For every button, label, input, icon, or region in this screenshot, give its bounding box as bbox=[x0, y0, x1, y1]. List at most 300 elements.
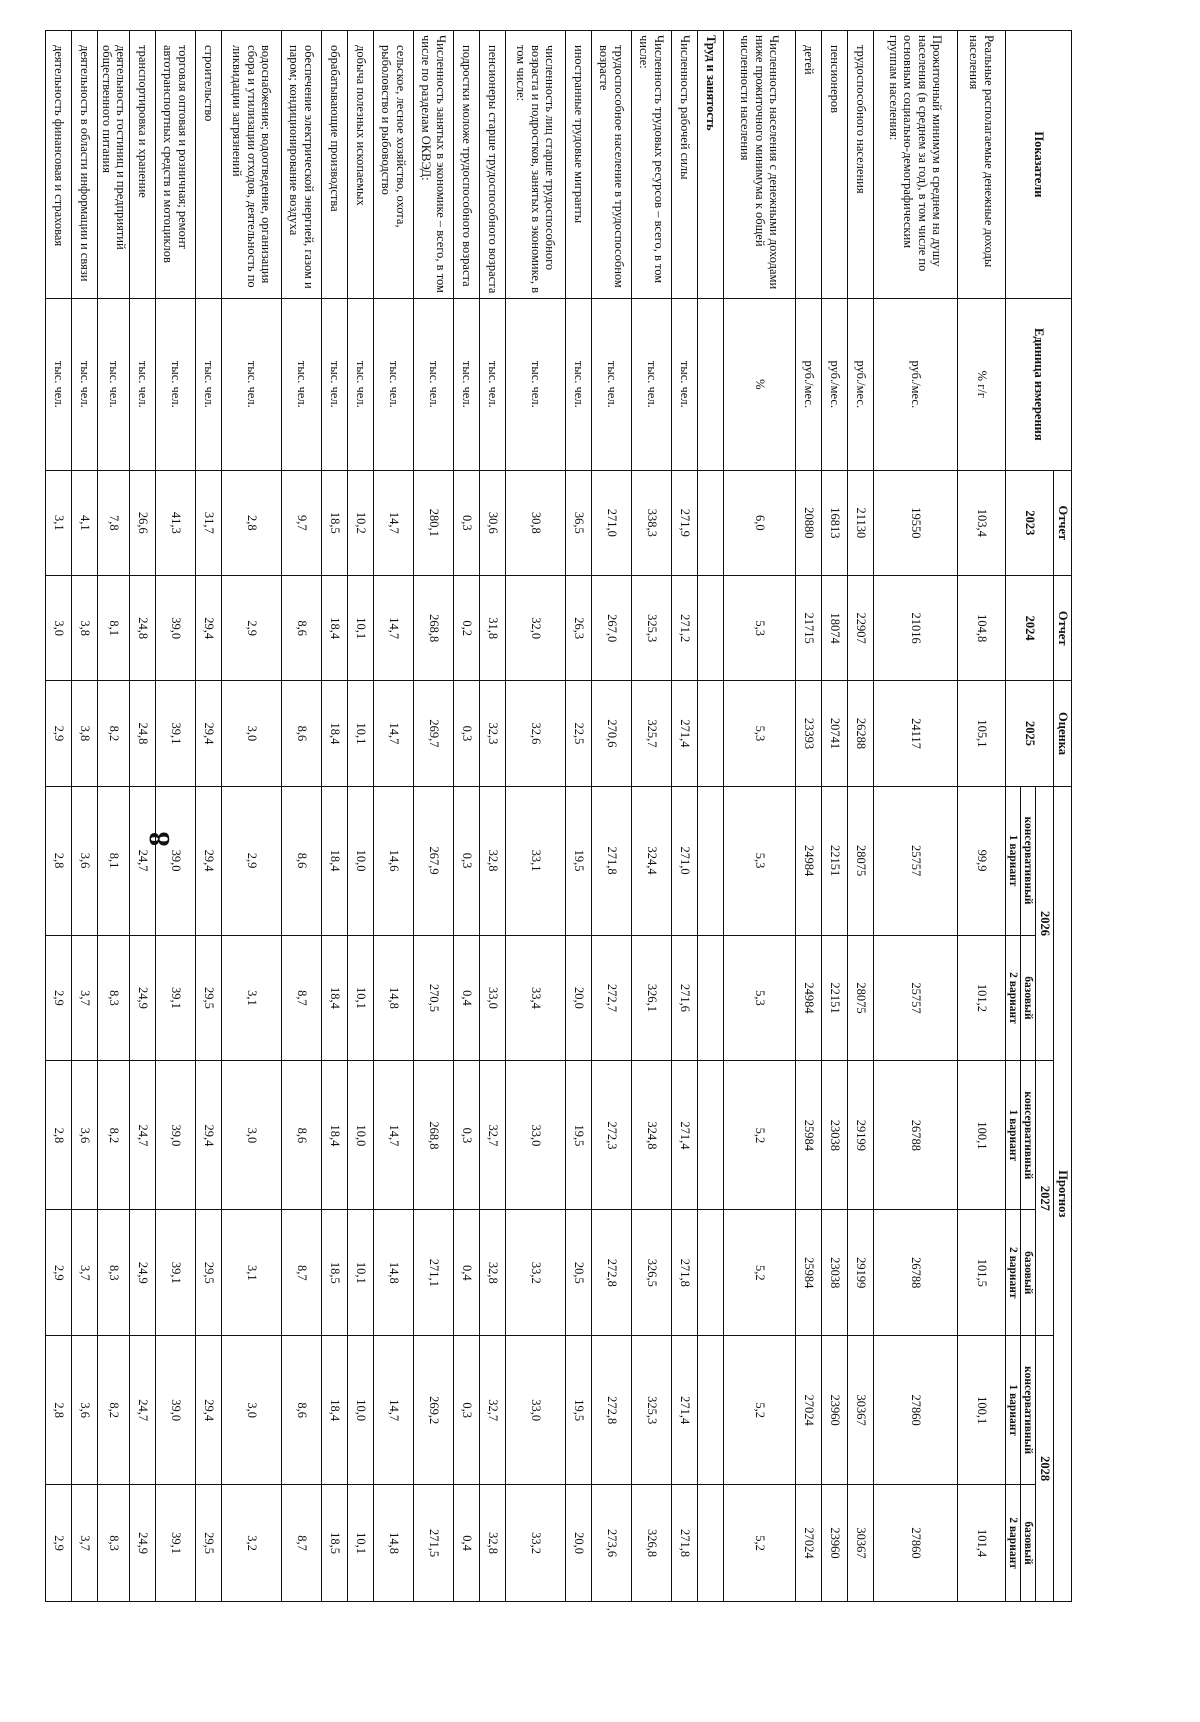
row-value: 5,2 bbox=[724, 1210, 796, 1336]
row-value: 23960 bbox=[822, 1336, 848, 1485]
table-row bbox=[506, 31, 566, 1602]
row-value: 10,1 bbox=[348, 1485, 374, 1602]
row-value: 22151 bbox=[822, 935, 848, 1061]
row-value: 8,2 bbox=[98, 1061, 130, 1210]
row-value: 3,1 bbox=[222, 935, 282, 1061]
row-unit bbox=[698, 298, 724, 470]
row-unit: % bbox=[724, 298, 796, 470]
row-value: 3,1 bbox=[222, 1210, 282, 1336]
row-unit: тыс. чел. bbox=[672, 298, 698, 470]
row-unit: тыс. чел. bbox=[156, 298, 196, 470]
row-value: 20880 bbox=[796, 470, 822, 575]
row-indicator: трудоспособного населения bbox=[848, 31, 874, 299]
row-value: 8,1 bbox=[98, 786, 130, 935]
row-unit: руб./мес. bbox=[796, 298, 822, 470]
row-value: 326,8 bbox=[632, 1485, 672, 1602]
row-value: 33,4 bbox=[506, 935, 566, 1061]
row-value: 3,0 bbox=[46, 576, 72, 681]
row-value: 16813 bbox=[822, 470, 848, 575]
row-value: 10,0 bbox=[348, 1061, 374, 1210]
row-value: 0,3 bbox=[454, 681, 480, 786]
row-value: 18,4 bbox=[322, 1061, 348, 1210]
row-value: 8,2 bbox=[98, 681, 130, 786]
row-value: 24117 bbox=[874, 681, 958, 786]
row-value: 3,6 bbox=[72, 1336, 98, 1485]
row-value: 20,0 bbox=[566, 1485, 592, 1602]
row-value: 22151 bbox=[822, 786, 848, 935]
row-value: 5,3 bbox=[724, 576, 796, 681]
table-body bbox=[46, 31, 1006, 1602]
row-unit: тыс. чел. bbox=[98, 298, 130, 470]
row-unit: тыс. чел. bbox=[592, 298, 632, 470]
row-unit: тыс. чел. bbox=[130, 298, 156, 470]
row-unit: тыс. чел. bbox=[632, 298, 672, 470]
row-value: 9,7 bbox=[282, 470, 322, 575]
row-value: 30,8 bbox=[506, 470, 566, 575]
row-value: 30367 bbox=[848, 1485, 874, 1602]
row-value: 8,3 bbox=[98, 935, 130, 1061]
row-unit: тыс. чел. bbox=[322, 298, 348, 470]
row-value: 14,8 bbox=[374, 935, 414, 1061]
row-value: 24,7 bbox=[130, 786, 156, 935]
row-value: 0,4 bbox=[454, 1210, 480, 1336]
table-row bbox=[196, 31, 222, 1602]
row-value: 30367 bbox=[848, 1336, 874, 1485]
header-conservative-2028: консервативный bbox=[1021, 1336, 1036, 1485]
row-value: 39,0 bbox=[156, 786, 196, 935]
row-value: 24984 bbox=[796, 786, 822, 935]
header-report-2023: Отчет bbox=[1054, 470, 1072, 575]
row-value: 21715 bbox=[796, 576, 822, 681]
page-number: 8 bbox=[143, 831, 176, 847]
row-value: 29,4 bbox=[196, 681, 222, 786]
row-value: 2,8 bbox=[46, 1061, 72, 1210]
row-value: 22907 bbox=[848, 576, 874, 681]
row-value: 3,6 bbox=[72, 786, 98, 935]
row-indicator: сельское, лесное хозяйство, охота, рыболовство и рыбоводство bbox=[374, 31, 414, 299]
row-value: 100,1 bbox=[958, 1336, 1006, 1485]
row-value: 3,8 bbox=[72, 576, 98, 681]
row-value: 2,9 bbox=[46, 681, 72, 786]
table-row bbox=[72, 31, 98, 1602]
row-indicator: деятельность в области информации и связи bbox=[72, 31, 98, 299]
row-value bbox=[698, 1210, 724, 1336]
table-row bbox=[698, 31, 724, 1602]
header-base-2027: базовый bbox=[1021, 1210, 1036, 1336]
table-row bbox=[566, 31, 592, 1602]
row-value: 270,5 bbox=[414, 935, 454, 1061]
row-value: 29199 bbox=[848, 1061, 874, 1210]
row-value: 2,8 bbox=[222, 470, 282, 575]
row-unit: тыс. чел. bbox=[414, 298, 454, 470]
row-value: 2,9 bbox=[222, 786, 282, 935]
row-value: 14,7 bbox=[374, 1336, 414, 1485]
header-conservative-2027: консервативный bbox=[1021, 1061, 1036, 1210]
row-value: 280,1 bbox=[414, 470, 454, 575]
row-value: 18074 bbox=[822, 576, 848, 681]
row-value: 8,3 bbox=[98, 1485, 130, 1602]
row-value: 0,2 bbox=[454, 576, 480, 681]
header-year-2024: 2024 bbox=[1006, 576, 1054, 681]
row-indicator: подростки моложе трудоспособного возраста bbox=[454, 31, 480, 299]
header-year-2027: 2027 bbox=[1036, 1061, 1054, 1336]
row-value: 99,9 bbox=[958, 786, 1006, 935]
row-indicator: пенсионеры старше трудоспособного возраста bbox=[480, 31, 506, 299]
row-value: 14,8 bbox=[374, 1485, 414, 1602]
row-value: 8,6 bbox=[282, 786, 322, 935]
row-value: 100,1 bbox=[958, 1061, 1006, 1210]
row-value: 270,6 bbox=[592, 681, 632, 786]
row-value: 271,8 bbox=[672, 1485, 698, 1602]
row-value: 2,9 bbox=[46, 1210, 72, 1336]
row-indicator: деятельность финансовая и страховая bbox=[46, 31, 72, 299]
row-value: 27024 bbox=[796, 1485, 822, 1602]
row-value: 8,6 bbox=[282, 1336, 322, 1485]
row-unit: тыс. чел. bbox=[282, 298, 322, 470]
row-value bbox=[698, 470, 724, 575]
row-value: 14,7 bbox=[374, 576, 414, 681]
row-unit: тыс. чел. bbox=[222, 298, 282, 470]
row-value bbox=[698, 1485, 724, 1602]
header-year-2023: 2023 bbox=[1006, 470, 1054, 575]
row-value: 32,6 bbox=[506, 681, 566, 786]
header-forecast: Прогноз bbox=[1054, 786, 1072, 1601]
row-value: 271,1 bbox=[414, 1210, 454, 1336]
row-value: 18,4 bbox=[322, 576, 348, 681]
row-value: 272,8 bbox=[592, 1336, 632, 1485]
row-value: 33,2 bbox=[506, 1485, 566, 1602]
row-value: 271,9 bbox=[672, 470, 698, 575]
row-value bbox=[698, 1336, 724, 1485]
row-value: 24,8 bbox=[130, 576, 156, 681]
row-value: 268,8 bbox=[414, 576, 454, 681]
header-variant2-2026: 2 вариант bbox=[1006, 935, 1021, 1061]
row-value: 3,0 bbox=[222, 681, 282, 786]
row-value: 272,3 bbox=[592, 1061, 632, 1210]
row-value: 5,2 bbox=[724, 1485, 796, 1602]
row-indicator: добыча полезных ископаемых bbox=[348, 31, 374, 299]
row-value: 325,3 bbox=[632, 576, 672, 681]
row-value: 8,7 bbox=[282, 1485, 322, 1602]
row-indicator: обрабатывающие производства bbox=[322, 31, 348, 299]
row-value: 8,6 bbox=[282, 576, 322, 681]
row-value: 2,8 bbox=[46, 1336, 72, 1485]
row-value: 271,4 bbox=[672, 681, 698, 786]
row-value: 8,6 bbox=[282, 1061, 322, 1210]
row-unit: тыс. чел. bbox=[480, 298, 506, 470]
row-value: 29,5 bbox=[196, 1210, 222, 1336]
header-estimate: Оценка bbox=[1054, 681, 1072, 786]
row-value: 33,0 bbox=[480, 935, 506, 1061]
header-report-2024: Отчет bbox=[1054, 576, 1072, 681]
row-indicator: обеспечение электрической энергией, газом и паром; кондиционирование воздуха bbox=[282, 31, 322, 299]
row-value: 14,7 bbox=[374, 681, 414, 786]
row-value: 26788 bbox=[874, 1061, 958, 1210]
row-value: 0,3 bbox=[454, 470, 480, 575]
row-indicator: деятельность гостиниц и предприятий общественного питания bbox=[98, 31, 130, 299]
table-row bbox=[480, 31, 506, 1602]
row-value: 21130 bbox=[848, 470, 874, 575]
row-value: 23960 bbox=[822, 1485, 848, 1602]
table-row bbox=[454, 31, 480, 1602]
row-value: 5,3 bbox=[724, 935, 796, 1061]
row-value: 101,2 bbox=[958, 935, 1006, 1061]
row-value: 23038 bbox=[822, 1061, 848, 1210]
row-value: 28075 bbox=[848, 935, 874, 1061]
header-year-2026: 2026 bbox=[1036, 786, 1054, 1061]
row-value: 32,8 bbox=[480, 1485, 506, 1602]
row-indicator: Численность занятых в экономике – всего, в том числе по разделам ОКВЭД: bbox=[414, 31, 454, 299]
row-value bbox=[698, 1061, 724, 1210]
row-value: 29,4 bbox=[196, 1061, 222, 1210]
row-value: 14,8 bbox=[374, 1210, 414, 1336]
row-value: 29,4 bbox=[196, 1336, 222, 1485]
table-row bbox=[724, 31, 796, 1602]
row-value: 104,8 bbox=[958, 576, 1006, 681]
row-value: 14,7 bbox=[374, 470, 414, 575]
row-value: 31,8 bbox=[480, 576, 506, 681]
row-value: 26288 bbox=[848, 681, 874, 786]
row-value bbox=[698, 786, 724, 935]
row-indicator: численность лиц старше трудоспособного возраста и подростков, занятых в экономике, в том числе: bbox=[506, 31, 566, 299]
row-value: 2,9 bbox=[46, 935, 72, 1061]
row-value: 0,3 bbox=[454, 1061, 480, 1210]
row-value: 33,0 bbox=[506, 1336, 566, 1485]
row-value: 20,5 bbox=[566, 1210, 592, 1336]
row-indicator: Прожиточный минимум в среднем на душу населения (в среднем за год), в том числе по основным социально-демографическим группам населения: bbox=[874, 31, 958, 299]
table-row bbox=[414, 31, 454, 1602]
row-value: 10,1 bbox=[348, 576, 374, 681]
row-value: 29,4 bbox=[196, 576, 222, 681]
row-value: 19,5 bbox=[566, 786, 592, 935]
row-unit: тыс. чел. bbox=[506, 298, 566, 470]
row-value: 32,8 bbox=[480, 1210, 506, 1336]
row-indicator: детей bbox=[796, 31, 822, 299]
table-row bbox=[374, 31, 414, 1602]
row-indicator: водоснабжение; водоотведение, организация сбора и утилизации отходов, деятельность по ликвидации загрязнений bbox=[222, 31, 282, 299]
row-value: 5,2 bbox=[724, 1061, 796, 1210]
row-indicator: Численность трудовых ресурсов – всего, в том числе: bbox=[632, 31, 672, 299]
row-value: 3,7 bbox=[72, 1485, 98, 1602]
row-value: 19,5 bbox=[566, 1061, 592, 1210]
table-row bbox=[796, 31, 822, 1602]
row-value: 39,0 bbox=[156, 576, 196, 681]
row-value: 18,5 bbox=[322, 1485, 348, 1602]
row-value: 22,5 bbox=[566, 681, 592, 786]
row-value: 3,1 bbox=[46, 470, 72, 575]
row-value: 8,3 bbox=[98, 1210, 130, 1336]
table-row bbox=[222, 31, 282, 1602]
row-value: 7,8 bbox=[98, 470, 130, 575]
row-value: 39,1 bbox=[156, 1485, 196, 1602]
row-value: 3,8 bbox=[72, 681, 98, 786]
row-value: 10,2 bbox=[348, 470, 374, 575]
row-value: 8,7 bbox=[282, 935, 322, 1061]
row-value: 39,1 bbox=[156, 1210, 196, 1336]
row-value: 19550 bbox=[874, 470, 958, 575]
row-value: 24,9 bbox=[130, 935, 156, 1061]
row-value: 29,5 bbox=[196, 935, 222, 1061]
row-value: 2,9 bbox=[46, 1485, 72, 1602]
row-value: 269,2 bbox=[414, 1336, 454, 1485]
header-variant1-2027: 1 вариант bbox=[1006, 1061, 1021, 1210]
row-value: 10,1 bbox=[348, 1210, 374, 1336]
row-value: 3,7 bbox=[72, 935, 98, 1061]
row-value: 25984 bbox=[796, 1210, 822, 1336]
row-unit: тыс. чел. bbox=[374, 298, 414, 470]
row-value: 20,0 bbox=[566, 935, 592, 1061]
row-value: 324,4 bbox=[632, 786, 672, 935]
row-value: 18,5 bbox=[322, 470, 348, 575]
row-value: 27860 bbox=[874, 1336, 958, 1485]
row-value: 325,3 bbox=[632, 1336, 672, 1485]
table-row bbox=[592, 31, 632, 1602]
row-value: 272,8 bbox=[592, 1210, 632, 1336]
row-value bbox=[698, 576, 724, 681]
row-unit: руб./мес. bbox=[848, 298, 874, 470]
table-row bbox=[672, 31, 698, 1602]
row-value: 10,1 bbox=[348, 935, 374, 1061]
row-value: 10,0 bbox=[348, 1336, 374, 1485]
row-value: 324,8 bbox=[632, 1061, 672, 1210]
row-value: 18,5 bbox=[322, 1210, 348, 1336]
row-value: 31,7 bbox=[196, 470, 222, 575]
row-value: 39,0 bbox=[156, 1336, 196, 1485]
header-year-2025: 2025 bbox=[1006, 681, 1054, 786]
row-value: 27024 bbox=[796, 1336, 822, 1485]
row-value: 36,5 bbox=[566, 470, 592, 575]
row-indicator: Реальные располагаемые денежные доходы населения bbox=[958, 31, 1006, 299]
row-indicator: Численность рабочей силы bbox=[672, 31, 698, 299]
row-value: 271,8 bbox=[672, 1210, 698, 1336]
row-unit: тыс. чел. bbox=[72, 298, 98, 470]
row-indicator: пенсионеров bbox=[822, 31, 848, 299]
row-value: 271,6 bbox=[672, 935, 698, 1061]
row-value: 32,7 bbox=[480, 1061, 506, 1210]
row-value: 29,5 bbox=[196, 1485, 222, 1602]
header-variant2-2027: 2 вариант bbox=[1006, 1210, 1021, 1336]
row-value: 25757 bbox=[874, 786, 958, 935]
row-value: 27860 bbox=[874, 1485, 958, 1602]
row-value: 3,0 bbox=[222, 1061, 282, 1210]
row-value: 272,7 bbox=[592, 935, 632, 1061]
row-value: 30,6 bbox=[480, 470, 506, 575]
table-row bbox=[322, 31, 348, 1602]
row-value: 21016 bbox=[874, 576, 958, 681]
row-value: 326,1 bbox=[632, 935, 672, 1061]
row-value: 273,6 bbox=[592, 1485, 632, 1602]
row-value: 101,4 bbox=[958, 1485, 1006, 1602]
row-value: 26788 bbox=[874, 1210, 958, 1336]
row-value: 24,9 bbox=[130, 1485, 156, 1602]
row-value: 29,4 bbox=[196, 786, 222, 935]
row-value: 101,5 bbox=[958, 1210, 1006, 1336]
row-value: 5,3 bbox=[724, 786, 796, 935]
row-value: 19,5 bbox=[566, 1336, 592, 1485]
row-value: 39,0 bbox=[156, 1061, 196, 1210]
header-variant1-2028: 1 вариант bbox=[1006, 1336, 1021, 1485]
header-base-2026: базовый bbox=[1021, 935, 1036, 1061]
row-value: 26,6 bbox=[130, 470, 156, 575]
row-value: 18,4 bbox=[322, 935, 348, 1061]
row-value: 33,0 bbox=[506, 1061, 566, 1210]
table-row bbox=[958, 31, 1006, 1602]
row-indicator: Численность населения с денежными доходами ниже прожиточного минимума к общей численности населения bbox=[724, 31, 796, 299]
row-value: 26,3 bbox=[566, 576, 592, 681]
row-indicator: транспортировка и хранение bbox=[130, 31, 156, 299]
row-unit: тыс. чел. bbox=[566, 298, 592, 470]
header-variant1-2026: 1 вариант bbox=[1006, 786, 1021, 935]
row-value: 2,8 bbox=[46, 786, 72, 935]
row-value: 271,0 bbox=[672, 786, 698, 935]
row-value: 8,2 bbox=[98, 1336, 130, 1485]
row-value: 18,4 bbox=[322, 681, 348, 786]
row-value: 14,7 bbox=[374, 1061, 414, 1210]
table-row bbox=[848, 31, 874, 1602]
row-value: 3,6 bbox=[72, 1061, 98, 1210]
row-value: 24,7 bbox=[130, 1061, 156, 1210]
row-value: 3,0 bbox=[222, 1336, 282, 1485]
header-variant2-2028: 2 вариант bbox=[1006, 1485, 1021, 1602]
row-indicator: трудоспособное население в трудоспособном возрасте bbox=[592, 31, 632, 299]
row-value: 24984 bbox=[796, 935, 822, 1061]
row-value: 33,1 bbox=[506, 786, 566, 935]
row-value: 20741 bbox=[822, 681, 848, 786]
row-value: 24,7 bbox=[130, 1336, 156, 1485]
row-value: 326,5 bbox=[632, 1210, 672, 1336]
table-row bbox=[98, 31, 130, 1602]
row-unit: тыс. чел. bbox=[196, 298, 222, 470]
row-unit: руб./мес. bbox=[874, 298, 958, 470]
header-unit: Единица измерения bbox=[1006, 298, 1072, 470]
row-value bbox=[698, 935, 724, 1061]
row-unit: тыс. чел. bbox=[348, 298, 374, 470]
row-value: 39,1 bbox=[156, 935, 196, 1061]
row-value: 0,3 bbox=[454, 786, 480, 935]
row-value: 271,0 bbox=[592, 470, 632, 575]
table-row bbox=[130, 31, 156, 1602]
row-value: 271,5 bbox=[414, 1485, 454, 1602]
row-value: 271,4 bbox=[672, 1336, 698, 1485]
row-value: 4,1 bbox=[72, 470, 98, 575]
row-unit: тыс. чел. bbox=[454, 298, 480, 470]
row-value: 39,1 bbox=[156, 681, 196, 786]
row-value: 14,6 bbox=[374, 786, 414, 935]
row-value: 24,9 bbox=[130, 1210, 156, 1336]
row-value: 5,3 bbox=[724, 681, 796, 786]
row-value: 267,0 bbox=[592, 576, 632, 681]
row-value: 271,2 bbox=[672, 576, 698, 681]
row-value: 41,3 bbox=[156, 470, 196, 575]
row-value: 28075 bbox=[848, 786, 874, 935]
row-unit: тыс. чел. bbox=[46, 298, 72, 470]
row-value: 6,0 bbox=[724, 470, 796, 575]
table-row bbox=[632, 31, 672, 1602]
table-row bbox=[874, 31, 958, 1602]
rotated-table-container bbox=[51, 30, 1072, 1602]
row-value: 338,3 bbox=[632, 470, 672, 575]
row-value: 29199 bbox=[848, 1210, 874, 1336]
row-value: 8,1 bbox=[98, 576, 130, 681]
row-value: 267,9 bbox=[414, 786, 454, 935]
row-value: 10,1 bbox=[348, 681, 374, 786]
row-value: 25984 bbox=[796, 1061, 822, 1210]
row-value: 18,4 bbox=[322, 786, 348, 935]
row-value: 10,0 bbox=[348, 786, 374, 935]
row-value: 33,2 bbox=[506, 1210, 566, 1336]
row-unit: руб./мес. bbox=[822, 298, 848, 470]
row-value: 271,4 bbox=[672, 1061, 698, 1210]
